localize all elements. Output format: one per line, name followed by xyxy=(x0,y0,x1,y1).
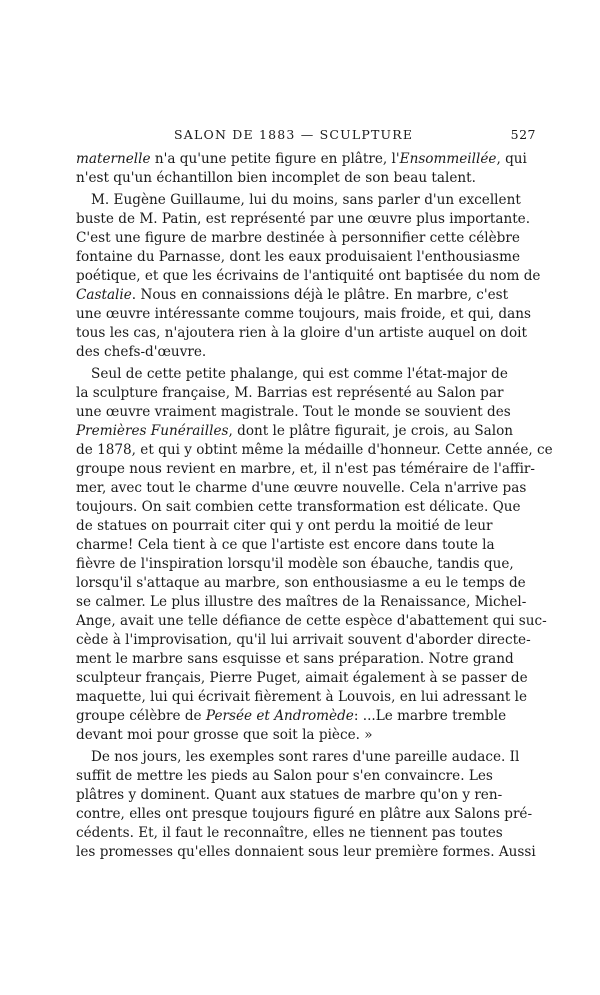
text-run: , dont le plâtre figurait, je crois, au Salon xyxy=(228,423,514,439)
text-line xyxy=(76,726,448,745)
text-line xyxy=(76,169,476,188)
text-run: tous les cas, n'ajoutera rien à la gloire d'un artiste auquel on doit xyxy=(76,325,527,341)
text-line xyxy=(76,365,508,384)
text-run: plâtres y dominent. Quant aux statues de marbre qu'on y ren- xyxy=(76,787,503,803)
text-line xyxy=(76,343,448,362)
italic-phrase: Persée et Andromède xyxy=(205,708,354,724)
text-line xyxy=(76,536,495,555)
text-run: De nos jours, les exemples sont rares d'une pareille audace. Il xyxy=(91,749,520,765)
text-line xyxy=(76,324,527,343)
text-run: mer, avec tout le charme d'une œuvre nouvelle. Cela n'arrive pas xyxy=(76,480,527,496)
text-line xyxy=(76,305,531,324)
running-title: SALON DE 1883 — SCULPTURE xyxy=(174,127,414,142)
text-line xyxy=(76,441,553,460)
text-run: la sculpture française, M. Barrias est représenté au Salon par xyxy=(76,385,504,401)
running-head xyxy=(76,127,536,145)
paragraph xyxy=(76,748,536,862)
text-line xyxy=(76,229,520,248)
text-run: ment le marbre sans esquisse et sans préparation. Notre grand xyxy=(76,651,514,667)
text-run: contre, elles ont presque toujours figuré en plâtre aux Salons pré- xyxy=(76,806,533,822)
text-line xyxy=(76,150,527,169)
text-line xyxy=(76,593,527,612)
text-run: une œuvre intéressante comme toujours, mais froide, et qui, dans xyxy=(76,306,531,322)
text-run: toujours. On sait combien cette transformation est délicate. Que xyxy=(76,499,521,515)
text-run: cédents. Et, il faut le reconnaître, elles ne tiennent pas toutes xyxy=(76,825,503,841)
text-run: n'est qu'un échantillon bien incomplet de son beau talent. xyxy=(76,170,476,186)
italic-phrase: Castalie xyxy=(76,287,132,303)
text-run: M. Eugène Guillaume, lui du moins, sans parler d'un excellent xyxy=(91,192,521,208)
italic-phrase: Premières Funérailles xyxy=(76,423,229,439)
text-run: devant moi pour grosse que soit la pièce. » xyxy=(76,727,373,743)
text-run: groupe nous revient en marbre, et, il n'est pas téméraire de l'affir- xyxy=(76,461,536,477)
text-line xyxy=(76,574,526,593)
text-run: des chefs-d'œuvre. xyxy=(76,344,207,360)
text-run: maquette, lui qui écrivait fièrement à Louvois, en lui adressant le xyxy=(76,689,528,705)
text-line xyxy=(76,612,547,631)
text-run: poétique, et que les écrivains de l'antiquité ont baptisée du nom de xyxy=(76,268,541,284)
text-line xyxy=(76,824,503,843)
text-line xyxy=(76,669,528,688)
page-number: 527 xyxy=(510,127,536,142)
text-line xyxy=(76,707,507,726)
italic-phrase: Ensommeillée xyxy=(399,151,497,167)
text-line xyxy=(76,384,504,403)
text-run: une œuvre vraiment magistrale. Tout le monde se souvient des xyxy=(76,404,511,420)
body-text xyxy=(76,150,553,862)
text-run: se calmer. Le plus illustre des maîtres de la Renaissance, Michel- xyxy=(76,594,527,610)
paragraph xyxy=(76,191,541,362)
text-run: les promesses qu'elles donnaient sous leur première formes. Aussi xyxy=(76,844,536,860)
text-run: de statues on pourrait citer qui y ont perdu la moitié de leur xyxy=(76,518,493,534)
text-run: Ange, avait une telle défiance de cette espèce d'abattement qui suc- xyxy=(76,613,547,629)
text-run: suffit de mettre les pieds au Salon pour s'en convaincre. Les xyxy=(76,768,493,784)
text-run: . Nous en connaissions déjà le plâtre. En marbre, c'est xyxy=(131,287,509,303)
text-line xyxy=(76,555,514,574)
text-line xyxy=(76,460,536,479)
text-run: buste de M. Patin, est représenté par une œuvre plus importante. xyxy=(76,211,531,227)
text-run: fontaine du Parnasse, dont les eaux produisaient l'enthousiasme xyxy=(76,249,521,265)
text-run: cède à l'improvisation, qu'il lui arrivait souvent d'aborder directe- xyxy=(76,632,531,648)
text-line xyxy=(76,517,493,536)
italic-phrase: maternelle xyxy=(76,151,151,167)
text-run: : ...Le marbre tremble xyxy=(353,708,507,724)
text-run: lorsqu'il s'attaque au marbre, son enthousiasme a eu le temps de xyxy=(76,575,526,591)
text-line xyxy=(76,403,511,422)
text-run: fièvre de l'inspiration lorsqu'il modèle son ébauche, tandis que, xyxy=(76,556,514,572)
text-line xyxy=(76,267,541,286)
text-run: Seul de cette petite phalange, qui est comme l'état-major de xyxy=(91,366,508,382)
paragraph xyxy=(76,365,553,745)
text-line xyxy=(76,631,531,650)
text-line xyxy=(76,843,536,862)
text-line xyxy=(76,210,531,229)
text-line xyxy=(76,688,528,707)
text-run: , qui xyxy=(496,151,527,167)
text-run: n'a qu'une petite figure en plâtre, l' xyxy=(150,151,400,167)
text-run: groupe célèbre de xyxy=(76,708,206,724)
text-line xyxy=(76,248,521,267)
text-run: charme! Cela tient à ce que l'artiste est encore dans toute la xyxy=(76,537,495,553)
text-line xyxy=(76,498,521,517)
text-line xyxy=(76,286,509,305)
text-run: de 1878, et qui y obtint même la médaille d'honneur. Cette année, ce xyxy=(76,442,553,458)
text-run: C'est une figure de marbre destinée à personnifier cette célèbre xyxy=(76,230,520,246)
text-line xyxy=(76,191,521,210)
paragraph xyxy=(76,150,527,188)
text-line xyxy=(76,422,514,441)
text-run: sculpteur français, Pierre Puget, aimait également à se passer de xyxy=(76,670,528,686)
text-line xyxy=(76,479,527,498)
text-line xyxy=(76,805,533,824)
text-line xyxy=(76,767,493,786)
text-line xyxy=(76,786,503,805)
text-line xyxy=(76,748,520,767)
text-line xyxy=(76,650,514,669)
